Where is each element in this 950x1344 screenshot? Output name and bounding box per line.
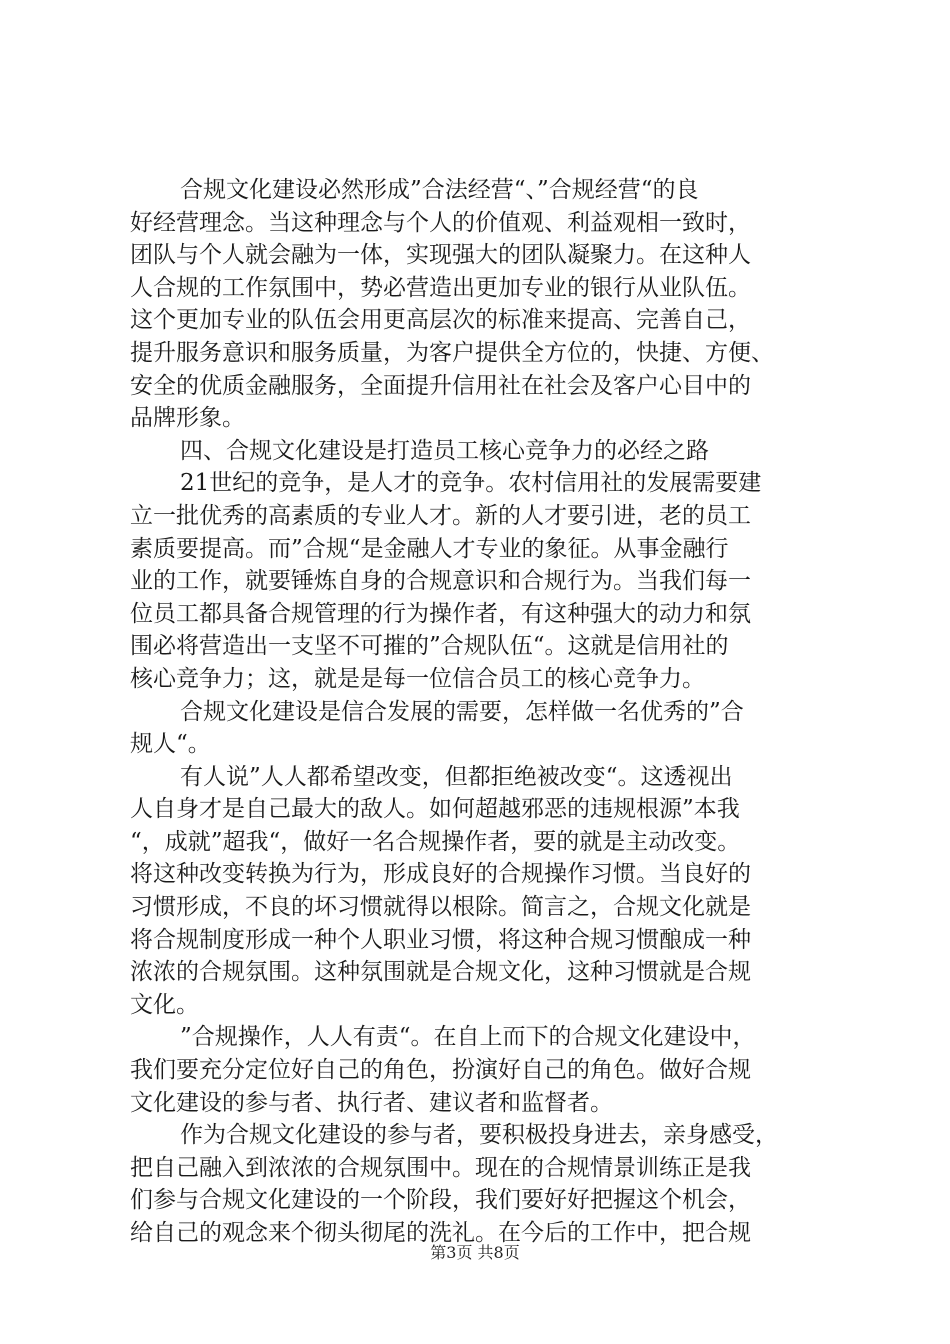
text-line: 安全的优质金融服务，全面提升信用社在社会及客户心目中的 <box>130 372 751 399</box>
page-footer: 第3页 共8页 <box>430 1243 520 1262</box>
text-line: 文化。 <box>130 991 199 1018</box>
text-line: 提升服务意识和服务质量，为客户提供全方位的，快捷、方便、 <box>130 339 774 366</box>
text-line: ”合规操作，人人有责“。在自上而下的合规文化建设中， <box>180 1024 756 1051</box>
text-line: “，成就”超我“，做好一名合规操作者，要的就是主动改变。 <box>130 828 741 855</box>
text-line: 给自己的观念来个彻头彻尾的洗礼。在今后的工作中，把合规 <box>130 1220 751 1246</box>
body-text <box>130 174 835 1250</box>
text-line: 四、合规文化建设是打造员工核心竞争力的必经之路 <box>180 437 709 464</box>
text-line: 合规文化建设必然形成”合法经营“、”合规经营“的良 <box>180 177 699 203</box>
text-line: 作为合规文化建设的参与者，要积极投身进去，亲身感受， <box>180 1122 778 1149</box>
text-line: 习惯形成，不良的坏习惯就得以根除。简言之，合规文化就是 <box>130 894 751 921</box>
text-line: 将这种改变转换为行为，形成良好的合规操作习惯。当良好的 <box>130 861 751 888</box>
text-line: 人合规的工作氛围中，势必营造出更加专业的银行从业队伍。 <box>130 274 751 301</box>
text-line: 21世纪的竞争，是人才的竞争。农村信用社的发展需要建 <box>180 470 762 497</box>
text-line: 我们要充分定位好自己的角色，扮演好自己的角色。做好合规 <box>130 1057 751 1084</box>
text-line: 们参与合规文化建设的一个阶段，我们要好好把握这个机会， <box>130 1187 751 1214</box>
text-line: 素质要提高。而”合规“是金融人才专业的象征。从事金融行 <box>130 535 729 562</box>
text-line: 业的工作，就要锤炼自身的合规意识和合规行为。当我们每一 <box>130 568 751 595</box>
text-line: 位员工都具备合规管理的行为操作者，有这种强大的动力和氛 <box>130 600 751 627</box>
text-line: 核心竞争力；这，就是是每一位信合员工的核心竞争力。 <box>130 665 705 692</box>
text-line: 好经营理念。当这种理念与个人的价值观、利益观相一致时， <box>130 209 751 236</box>
text-line: 把自己融入到浓浓的合规氛围中。现在的合规情景训练正是我 <box>130 1154 751 1181</box>
text-line: 有人说”人人都希望改变，但都拒绝被改变“。这透视出 <box>180 763 733 790</box>
text-line: 将合规制度形成一种个人职业习惯，将这种合规习惯酿成一种 <box>130 926 751 953</box>
text-line: 围必将营造出一支坚不可摧的”合规队伍“。这就是信用社的 <box>130 633 729 660</box>
text-line: 文化建设的参与者、执行者、建议者和监督者。 <box>130 1089 613 1116</box>
text-line: 品牌形象。 <box>130 405 245 432</box>
text-line: 合规文化建设是信合发展的需要，怎样做一名优秀的”合 <box>180 698 744 725</box>
text-line: 团队与个人就会融为一体，实现强大的团队凝聚力。在这种人 <box>130 242 751 269</box>
text-line: 立一批优秀的高素质的专业人才。新的人才要引进，老的员工 <box>130 502 751 529</box>
text-line: 规人“。 <box>130 731 211 758</box>
text-line: 这个更加专业的队伍会用更高层次的标准来提高、完善自己， <box>130 307 751 334</box>
text-line: 浓浓的合规氛围。这种氛围就是合规文化，这种习惯就是合规 <box>130 959 751 986</box>
text-line: 人自身才是自己最大的敌人。如何超越邪恶的违规根源”本我 <box>130 796 740 823</box>
